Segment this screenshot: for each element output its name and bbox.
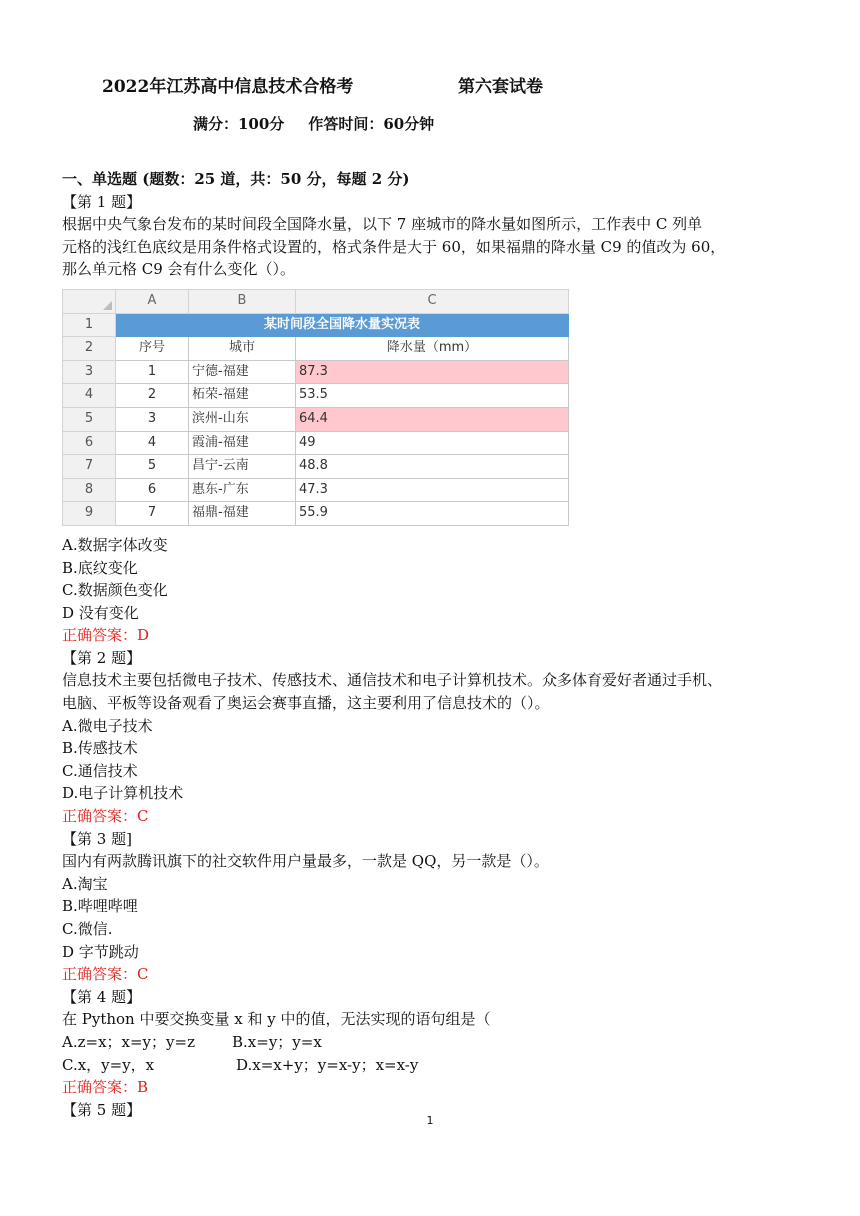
row-number: 4 [63, 384, 116, 408]
q2-option-d: D.电子计算机技术 [62, 784, 184, 803]
cell-no: 1 [116, 360, 189, 384]
cell-city: 霞浦-福建 [189, 431, 296, 455]
q1-label: 【第 1 题】 [62, 192, 142, 211]
q4-option-b: B.x=y；y=x [232, 1032, 322, 1051]
q3-answer: 正确答案：C [62, 965, 149, 984]
spreadsheet-figure [62, 289, 802, 526]
sheet-row-7 [63, 455, 569, 479]
q1-option-c: C.数据颜色变化 [62, 581, 168, 600]
column-header-row [63, 289, 569, 313]
cell-city: 柘荣-福建 [189, 384, 296, 408]
column-header-c: C [296, 289, 569, 313]
exam-title-right: 第六套试卷 [458, 77, 543, 97]
sheet-row-9 [63, 502, 569, 526]
sheet-row-8 [63, 478, 569, 502]
page-number: 1 [426, 1114, 434, 1127]
sheet-banner-title: 某时间段全国降水量实况表 [116, 313, 569, 337]
row-number: 2 [63, 337, 116, 361]
q2-option-c: C.通信技术 [62, 761, 138, 780]
q1-option-b: B.底纹变化 [62, 558, 138, 577]
row-number: 7 [63, 455, 116, 479]
exam-title-left: 2022年江苏高中信息技术合格考 [102, 77, 354, 97]
cell-no: 3 [116, 407, 189, 431]
q3-stem-line1: 国内有两款腾讯旗下的社交软件用户量最多，一款是 QQ，另一款是（）。 [62, 852, 549, 871]
q4-option-a: A.z=x；x=y；y=z [62, 1032, 195, 1051]
q2-stem-line2: 电脑、平板等设备观看了奥运会赛事直播，这主要利用了信息技术的（）。 [62, 694, 550, 713]
cell-rainfall: 55.9 [296, 502, 569, 526]
cell-city: 惠东-广东 [189, 478, 296, 502]
q2-answer: 正确答案：C [62, 807, 149, 826]
q4-options-row1 [62, 1031, 802, 1054]
q2-label: 【第 2 题】 [62, 648, 142, 667]
q3-option-c: C.微信. [62, 920, 113, 938]
q1-stem-line1: 根据中央气象台发布的某时间段全国降水量，以下 7 座城市的降水量如图所示，工作表中 C 列单 [62, 215, 703, 234]
q3-option-b: B.哔哩哔哩 [62, 897, 138, 916]
row-number: 8 [63, 478, 116, 502]
cell-city: 宁德-福建 [189, 360, 296, 384]
sheet-row-4 [63, 384, 569, 408]
cell-rainfall-highlighted: 64.4 [296, 407, 569, 431]
header-cell-no: 序号 [116, 337, 189, 361]
q4-option-c: C.x，y=y，x [62, 1055, 155, 1074]
exam-subtitle [193, 113, 434, 134]
cell-city: 福鼎-福建 [189, 502, 296, 526]
sheet-row-1 [63, 313, 569, 337]
q1-option-a: A.数据字体改变 [62, 535, 168, 554]
cell-no: 2 [116, 384, 189, 408]
sheet-row-2 [63, 337, 569, 361]
spreadsheet-table [62, 289, 569, 526]
exam-content [62, 168, 802, 1121]
cell-rainfall: 49 [296, 431, 569, 455]
q4-options-row2 [62, 1054, 802, 1077]
cell-rainfall: 48.8 [296, 455, 569, 479]
q4-answer: 正确答案：B [62, 1078, 149, 1097]
cell-no: 6 [116, 478, 189, 502]
q1-option-d: D 没有变化 [62, 603, 139, 622]
row-number: 1 [63, 313, 116, 337]
row-number: 9 [63, 502, 116, 526]
row-number: 6 [63, 431, 116, 455]
row-number: 5 [63, 407, 116, 431]
q2-stem-line1: 信息技术主要包括微电子技术、传感技术、通信技术和电子计算机技术。众多体育爱好者通过手机、 [62, 671, 723, 690]
column-header-a: A [116, 289, 189, 313]
q4-option-d: D.x=x+y；y=x-y；x=x-y [236, 1055, 419, 1074]
q3-option-a: A.淘宝 [62, 874, 108, 893]
sheet-row-3 [63, 360, 569, 384]
q4-label: 【第 4 题】 [62, 987, 142, 1006]
q5-label: 【第 5 题】 [62, 1100, 142, 1119]
q1-stem-line3: 那么单元格 C9 会有什么变化（）。 [62, 260, 296, 279]
cell-rainfall: 53.5 [296, 384, 569, 408]
q3-option-d: D 字节跳动 [62, 942, 139, 961]
header-cell-rainfall: 降水量（mm） [296, 337, 569, 361]
cell-no: 4 [116, 431, 189, 455]
cell-no: 7 [116, 502, 189, 526]
q1-stem-line2: 元格的浅红色底纹是用条件格式设置的，格式条件是大于 60，如果福鼎的降水量 C9 的值改为 60， [62, 237, 726, 256]
cell-no: 5 [116, 455, 189, 479]
column-header-b: B [189, 289, 296, 313]
q3-label: 【第 3 题] [62, 829, 132, 848]
header-cell-city: 城市 [189, 337, 296, 361]
cell-rainfall: 47.3 [296, 478, 569, 502]
cell-city: 昌宁-云南 [189, 455, 296, 479]
time-limit: 作答时间：60分钟 [308, 115, 435, 133]
q1-answer: 正确答案：D [62, 626, 150, 645]
section-title: 一、单选题 (题数：25 道，共：50 分，每题 2 分) [62, 170, 410, 188]
row-number: 3 [63, 360, 116, 384]
q2-option-a: A.微电子技术 [62, 716, 153, 735]
exam-title [102, 72, 543, 97]
q4-stem-line1: 在 Python 中要交换变量 x 和 y 中的值，无法实现的语句组是（ [62, 1010, 491, 1029]
sheet-row-5 [63, 407, 569, 431]
sheet-row-6 [63, 431, 569, 455]
q2-option-b: B.传感技术 [62, 739, 138, 758]
select-all-corner [63, 289, 116, 313]
cell-rainfall-highlighted: 87.3 [296, 360, 569, 384]
full-score: 满分：100分 [193, 115, 285, 133]
cell-city: 滨州-山东 [189, 407, 296, 431]
